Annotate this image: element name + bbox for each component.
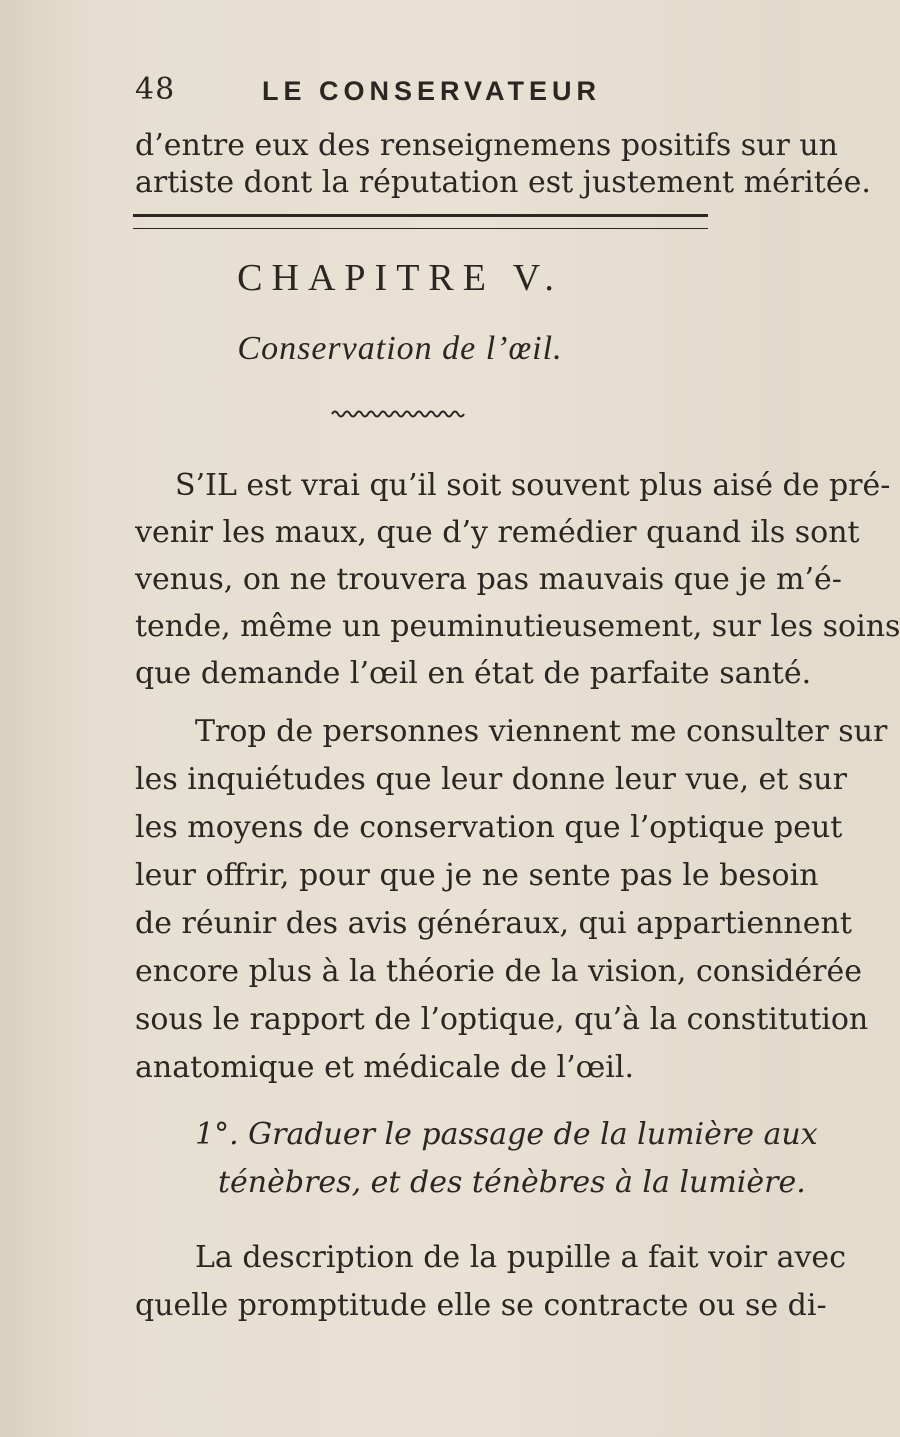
paragraph-1-line-1: S’IL est vrai qu’il soit souvent plus aisé de pré- [175, 468, 891, 503]
paragraph-2-line-5: de réunir des avis généraux, qui appartiennent [135, 906, 852, 941]
page-number: 48 [135, 72, 176, 107]
paragraph-2-line-6: encore plus à la théorie de la vision, considérée [135, 954, 862, 989]
ornament-divider [330, 408, 470, 420]
paragraph-2-line-7: sous le rapport de l’optique, qu’à la constitution [135, 1002, 869, 1037]
paragraph-2-line-8: anatomique et médicale de l’œil. [135, 1050, 634, 1085]
paragraph-2-line-1: Trop de personnes viennent me consulter sur [195, 714, 888, 749]
paragraph-3-line-1: La description de la pupille a fait voir avec [195, 1240, 846, 1275]
chapter-heading: CHAPITRE V. [237, 257, 563, 299]
section-1-heading-line-2: ténèbres, et des ténèbres à la lumière. [218, 1165, 806, 1200]
page-header [0, 72, 800, 112]
paragraph-1-line-3: venus, on ne trouvera pas mauvais que je m’é- [135, 562, 842, 597]
chapter-subtitle: Conservation de l’œil. [237, 330, 563, 367]
paragraph-2-line-2: les inquiétudes que leur donne leur vue, et sur [135, 762, 847, 797]
paragraph-2-line-4: leur offrir, pour que je ne sente pas le besoin [135, 858, 819, 893]
section-rule [133, 214, 708, 229]
continuation-line-1: d’entre eux des renseignemens positifs sur un [135, 128, 838, 163]
continuation-line-2: artiste dont la réputation est justement méritée. [135, 165, 871, 200]
section-1-heading-line-1: 1°. Graduer le passage de la lumière aux [195, 1117, 818, 1152]
paragraph-2-line-3: les moyens de conservation que l’optique peut [135, 810, 843, 845]
paragraph-1-line-5: que demande l’œil en état de parfaite santé. [135, 656, 812, 691]
paragraph-3-line-2: quelle promptitude elle se contracte ou se di- [135, 1288, 827, 1323]
paragraph-1-line-4: tende, même un peuminutieusement, sur les soins [135, 609, 900, 644]
running-title: LE CONSERVATEUR [262, 76, 602, 106]
paragraph-1-line-2: venir les maux, que d’y remédier quand ils sont [135, 515, 860, 550]
